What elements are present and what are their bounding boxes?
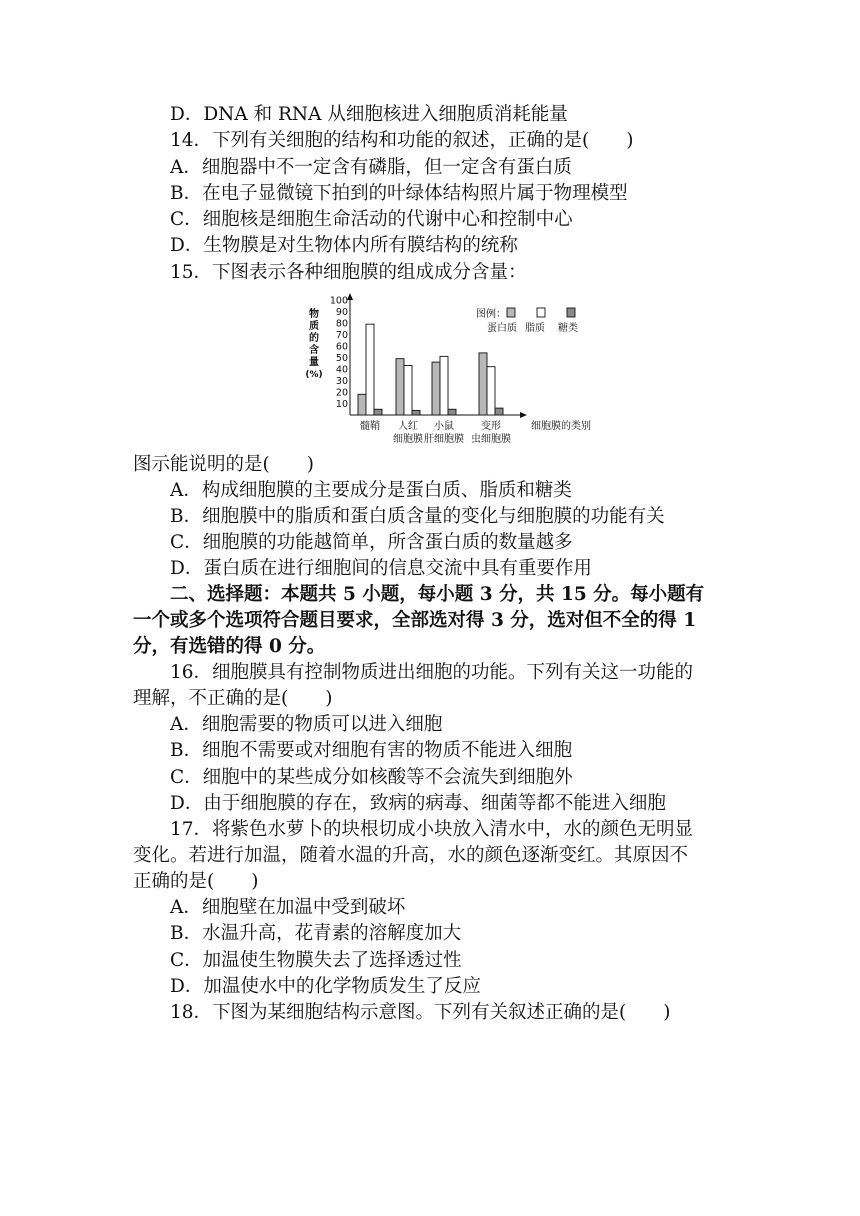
x-category-label-line2: 肝细胞膜 (424, 434, 464, 445)
legend-label-脂质: 脂质 (525, 323, 545, 334)
bar-脂质 (440, 356, 448, 415)
x-category-label: 变形 (481, 421, 501, 432)
x-axis-arrow (520, 412, 527, 418)
section2-header-line1: 二、选择题：本题共 5 小题，每小题 3 分，共 15 分。每小题有 (170, 584, 705, 605)
q17-option-b: B．水温升高，花青素的溶解度加大 (170, 923, 462, 944)
x-axis-categories (360, 419, 511, 445)
bars (358, 324, 503, 415)
y-label-char: 量 (309, 357, 319, 368)
q15-option-c: C．细胞膜的功能越简单，所含蛋白质的数量越多 (170, 532, 573, 553)
q16-option-a: A．细胞需要的物质可以进入细胞 (170, 714, 443, 735)
y-tick-label: 10 (335, 399, 348, 410)
q15-option-a: A．构成细胞膜的主要成分是蛋白质、脂质和糖类 (170, 480, 572, 501)
y-label-char: 物 (309, 309, 319, 320)
y-tick-label: 80 (335, 318, 348, 330)
y-label-char: (%) (305, 370, 323, 380)
bar-糖类 (412, 410, 420, 415)
q15-option-b: B．细胞膜中的脂质和蛋白质含量的变化与细胞膜的功能有关 (170, 506, 665, 527)
q17-stem-line3: 正确的是( ) (133, 871, 259, 892)
section2-header-line2: 一个或多个选项符合题目要求，全部选对得 3 分，选对但不全的得 1 (133, 610, 697, 631)
q18-stem: 18．下图为某细胞结构示意图。下列有关叙述正确的是( ) (170, 1002, 671, 1023)
bar-蛋白质 (432, 362, 440, 415)
q15-stem: 15．下图表示各种细胞膜的组成成分含量： (170, 262, 527, 283)
y-tick-label: 30 (335, 376, 348, 387)
y-tick-label: 20 (335, 387, 348, 399)
x-axis-label: 细胞膜的类别 (531, 421, 591, 432)
legend-swatch-糖类 (567, 308, 575, 317)
x-category-label: 人红 (398, 421, 418, 432)
x-category-label: 小鼠 (434, 421, 454, 432)
q17-option-a: A．细胞壁在加温中受到破坏 (170, 897, 406, 918)
q17-stem-line1: 17．将紫色水萝卜的块根切成小块放入清水中，水的颜色无明显 (170, 819, 694, 840)
legend-title: 图例： (476, 309, 506, 320)
legend-swatch-蛋白质 (507, 308, 515, 317)
section2-header-line3: 分，有选错的得 0 分。 (133, 636, 326, 657)
legend (476, 307, 578, 334)
q14-option-d: D．生物膜是对生物体内所有膜结构的统称 (170, 235, 518, 256)
legend-label-蛋白质: 蛋白质 (487, 323, 517, 334)
bar-脂质 (366, 324, 374, 415)
q15-option-d: D．蛋白质在进行细胞间的信息交流中具有重要作用 (170, 558, 592, 579)
q16-stem-line2: 理解，不正确的是( ) (133, 688, 333, 709)
q14-option-a: A．细胞器中不一定含有磷脂，但一定含有蛋白质 (170, 157, 572, 178)
y-tick-label: 100 (329, 295, 348, 307)
bar-糖类 (374, 409, 382, 415)
q17-option-c: C．加温使生物膜失去了选择透过性 (170, 950, 462, 971)
y-tick-label: 70 (335, 330, 348, 341)
bar-糖类 (495, 408, 503, 415)
legend-label-糖类: 糖类 (558, 323, 578, 334)
y-tick-label: 90 (335, 307, 348, 318)
y-label-char: 含 (309, 345, 319, 356)
y-axis-label (305, 307, 322, 380)
y-tick-label: 40 (335, 364, 348, 376)
q13-option-d: D．DNA 和 RNA 从细胞核进入细胞质消耗能量 (170, 104, 568, 125)
y-tick-label: 50 (335, 353, 348, 364)
q14-stem: 14．下列有关细胞的结构和功能的叙述，正确的是( ) (170, 130, 634, 151)
q16-option-d: D．由于细胞膜的存在，致病的病毒、细菌等都不能进入细胞 (170, 793, 666, 814)
x-category-label-line2: 细胞膜 (393, 434, 423, 445)
bar-脂质 (404, 366, 412, 415)
q14-option-b: B．在电子显微镜下拍到的叶绿体结构照片属于物理模型 (170, 183, 628, 204)
membrane-composition-chart (300, 290, 600, 450)
q17-option-d: D．加温使水中的化学物质发生了反应 (170, 976, 481, 997)
y-axis-ticks (330, 296, 348, 411)
bar-蛋白质 (396, 359, 404, 415)
y-label-char: 的 (309, 333, 319, 344)
bar-脂质 (487, 367, 495, 415)
q17-stem-line2: 变化。若进行加温，随着水温的升高，水的颜色逐渐变红。其原因不 (133, 845, 689, 866)
y-tick-label: 60 (335, 341, 348, 353)
q16-option-c: C．细胞中的某些成分如核酸等不会流失到细胞外 (170, 767, 573, 788)
bar-糖类 (448, 409, 456, 415)
x-category-label-line2: 虫细胞膜 (471, 434, 511, 445)
q16-stem-line1: 16．细胞膜具有控制物质进出细胞的功能。下列有关这一功能的 (170, 662, 694, 683)
legend-swatch-脂质 (537, 308, 545, 317)
q14-option-c: C．细胞核是细胞生命活动的代谢中心和控制中心 (170, 209, 573, 230)
q16-option-b: B．细胞不需要或对细胞有害的物质不能进入细胞 (170, 740, 573, 761)
y-label-char: 质 (309, 321, 319, 332)
x-category-label: 髓鞘 (360, 421, 380, 432)
q15-prompt: 图示能说明的是( ) (133, 454, 314, 475)
bar-蛋白质 (358, 394, 366, 415)
bar-蛋白质 (479, 353, 487, 415)
